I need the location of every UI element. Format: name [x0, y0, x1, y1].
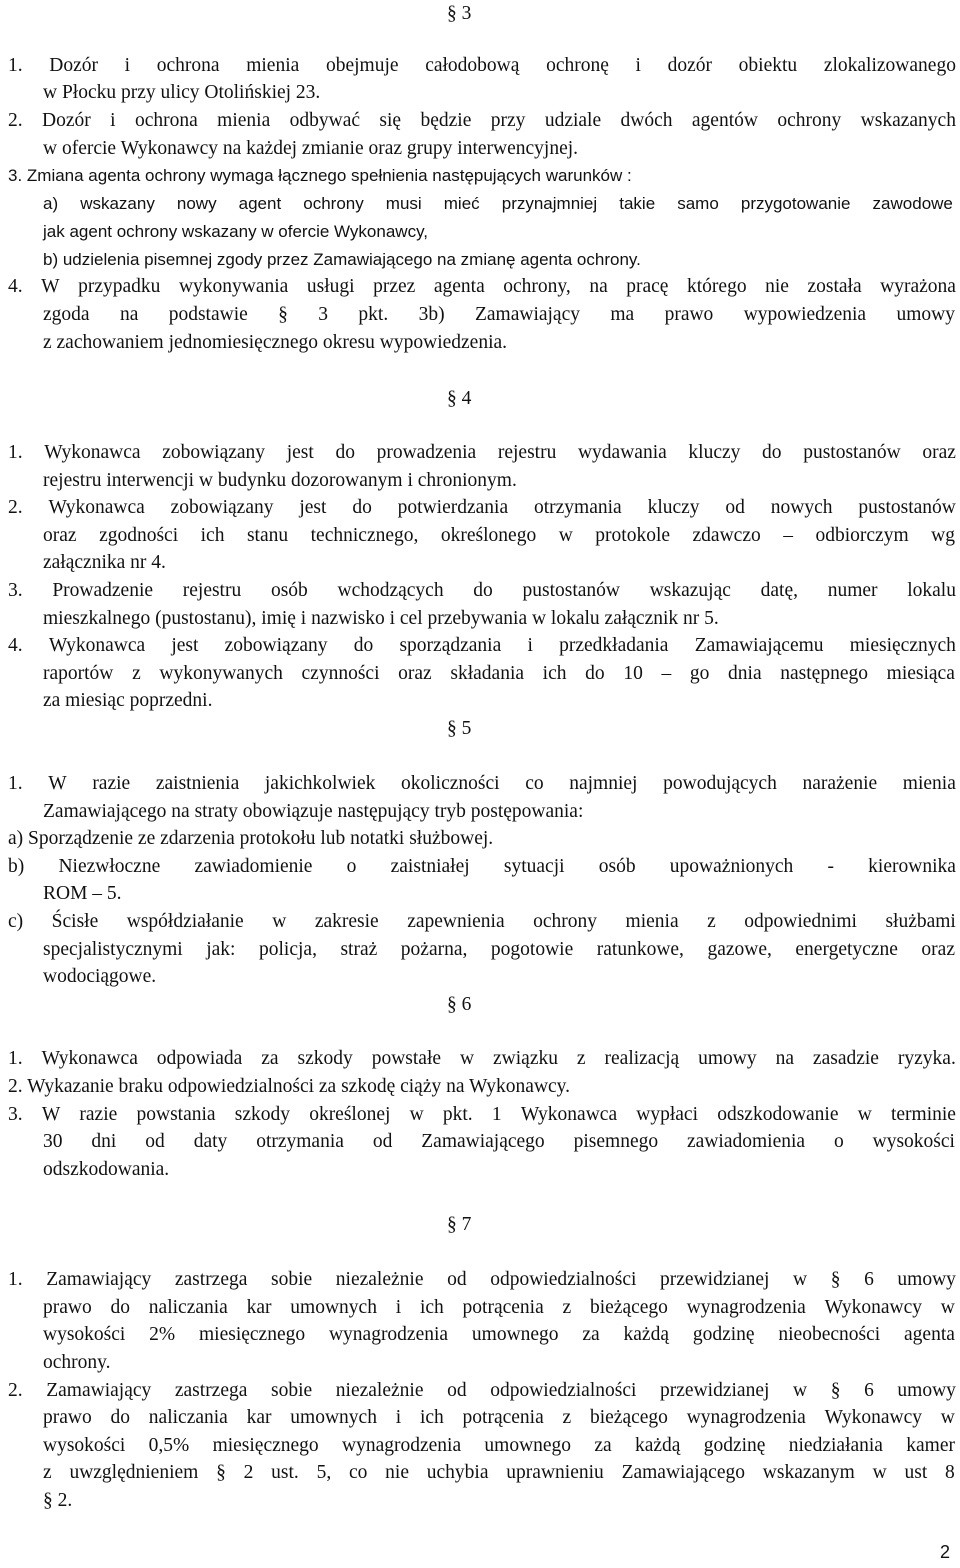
- paragraph-line: 2. Wykonawca zobowiązany jest do potwierdzania otrzymania kluczy od nowych pustostanów: [8, 497, 956, 518]
- paragraph-line: wysokości 2% miesięcznego wynagrodzenia umownego za każdą godzinę nieobecności agenta: [43, 1324, 955, 1345]
- paragraph-line: mieszkalnego (pustostanu), imię i nazwisko i cel przebywania w lokalu załącznik nr 5.: [43, 608, 719, 629]
- paragraph-line: a) Sporządzenie ze zdarzenia protokołu lub notatki służbowej.: [8, 828, 494, 849]
- paragraph-line: a) wskazany nowy agent ochrony musi mieć przynajmniej takie samo przygotowanie zawodowe: [43, 194, 953, 213]
- section-heading: § 5: [447, 718, 472, 739]
- section-heading: § 6: [447, 994, 472, 1015]
- paragraph-line: § 2.: [43, 1490, 73, 1511]
- paragraph-line: 4. W przypadku wykonywania usługi przez agenta ochrony, na pracę którego nie została wyrażona: [8, 276, 956, 297]
- paragraph-line: ROM – 5.: [43, 883, 122, 904]
- paragraph-line: 1. W razie zaistnienia jakichkolwiek okoliczności co najmniej powodujących narażenie mienia: [8, 773, 956, 794]
- section-heading: § 3: [447, 3, 472, 24]
- paragraph-line: raportów z wykonywanych czynności oraz składania ich do 10 – go dnia następnego miesiąca: [43, 663, 955, 684]
- paragraph-line: 1. Wykonawca odpowiada za szkody powstałe w związku z realizacją umowy na zasadzie ryzyka.: [8, 1048, 956, 1069]
- paragraph-line: 2. Dozór i ochrona mienia odbywać się będzie przy udziale dwóch agentów ochrony wskazanych: [8, 110, 956, 131]
- paragraph-line: za miesiąc poprzedni.: [43, 690, 213, 711]
- paragraph-line: oraz zgodności ich stanu technicznego, określonego w protokole zdawczo – odbiorczym wg: [43, 525, 955, 546]
- paragraph-line: rejestru interwencji w budynku dozorowanym i chronionym.: [43, 470, 517, 491]
- paragraph-line: załącznika nr 4.: [43, 552, 166, 573]
- paragraph-line: 30 dni od daty otrzymania od Zamawiającego pisemnego zawiadomienia o wysokości: [43, 1131, 955, 1152]
- paragraph-line: ochrony.: [43, 1352, 111, 1373]
- paragraph-line: 2. Wykazanie braku odpowiedzialności za szkodę ciąży na Wykonawcy.: [8, 1076, 571, 1097]
- paragraph-line: wodociągowe.: [43, 966, 157, 987]
- paragraph-line: Zamawiającego na straty obowiązuje następujący tryb postępowania:: [43, 801, 584, 822]
- paragraph-line: 3. W razie powstania szkody określonej w pkt. 1 Wykonawca wypłaci odszkodowanie w terminie: [8, 1104, 956, 1125]
- paragraph-line: z zachowaniem jednomiesięcznego okresu wypowiedzenia.: [43, 332, 508, 353]
- paragraph-line: b) udzielenia pisemnej zgody przez Zamawiającego na zmianę agenta ochrony.: [43, 250, 641, 269]
- paragraph-line: prawo do naliczania kar umownych i ich potrącenia z bieżącego wynagrodzenia Wykonawcy w: [43, 1297, 955, 1318]
- paragraph-line: odszkodowania.: [43, 1159, 170, 1180]
- paragraph-line: 1. Wykonawca zobowiązany jest do prowadzenia rejestru wydawania kluczy do pustostanów oraz: [8, 442, 956, 463]
- paragraph-line: z uwzględnieniem § 2 ust. 5, co nie uchybia uprawnieniu Zamawiającego wskazanym w ust 8: [43, 1462, 955, 1483]
- paragraph-line: 3. Zmiana agenta ochrony wymaga łącznego spełnienia następujących warunków :: [8, 166, 632, 185]
- paragraph-line: wysokości 0,5% miesięcznego wynagrodzenia umownego za każdą godzinę niedziałania kamer: [43, 1435, 955, 1456]
- paragraph-line: 1. Zamawiający zastrzega sobie niezależnie od odpowiedzialności przewidzianej w § 6 umowy: [8, 1269, 956, 1290]
- page-number: 2: [940, 1542, 951, 1562]
- paragraph-line: w Płocku przy ulicy Otolińskiej 23.: [43, 82, 321, 103]
- paragraph-line: jak agent ochrony wskazany w ofercie Wykonawcy,: [43, 222, 429, 241]
- paragraph-line: w ofercie Wykonawcy na każdej zmianie oraz grupy interwencyjnej.: [43, 138, 579, 159]
- paragraph-line: 3. Prowadzenie rejestru osób wchodzących do pustostanów wskazując datę, numer lokalu: [8, 580, 956, 601]
- paragraph-line: zgoda na podstawie § 3 pkt. 3b) Zamawiający ma prawo wypowiedzenia umowy: [43, 304, 955, 325]
- section-heading: § 7: [447, 1214, 472, 1235]
- paragraph-line: 1. Dozór i ochrona mienia obejmuje całodobową ochronę i dozór obiektu zlokalizowanego: [8, 55, 956, 76]
- paragraph-line: c) Ścisłe współdziałanie w zakresie zapewnienia ochrony mienia z odpowiednimi służbami: [8, 911, 956, 932]
- paragraph-line: 2. Zamawiający zastrzega sobie niezależnie od odpowiedzialności przewidzianej w § 6 umowy: [8, 1380, 956, 1401]
- section-heading: § 4: [447, 388, 472, 409]
- paragraph-line: specjalistycznymi jak: policja, straż pożarna, pogotowie ratunkowe, gazowe, energetyczne oraz: [43, 939, 955, 960]
- paragraph-line: prawo do naliczania kar umownych i ich potrącenia z bieżącego wynagrodzenia Wykonawcy w: [43, 1407, 955, 1428]
- paragraph-line: 4. Wykonawca jest zobowiązany do sporządzania i przedkładania Zamawiającemu miesięcznych: [8, 635, 956, 656]
- paragraph-line: b) Niezwłoczne zawiadomienie o zaistniałej sytuacji osób upoważnionych - kierownika: [8, 856, 956, 877]
